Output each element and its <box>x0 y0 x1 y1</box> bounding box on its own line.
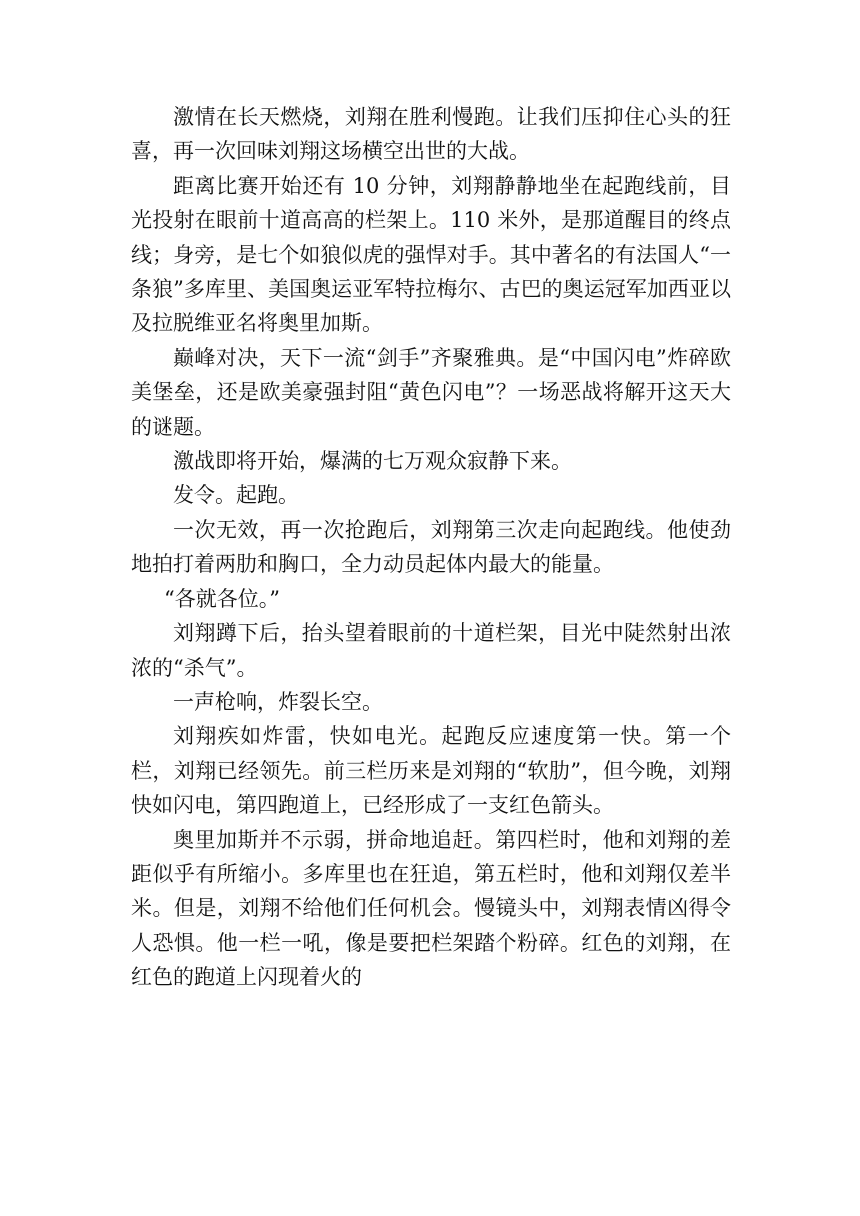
paragraph-7: “各就各位。” <box>164 586 280 611</box>
paragraph-10: 刘翔疾如炸雷，快如电光。起跑反应速度第一快。第一个栏，刘翔已经领先。前三栏历来是刘翔的“软肋”，但今晚，刘翔快如闪电，第四跑道上，已经形成了一支红色箭头。 <box>131 724 731 818</box>
paragraph-11: 奥里加斯并不示弱，拼命地追赶。第四栏时，他和刘翔的差距似乎有所缩小。多库里也在狂追，第五栏时，他和刘翔仅差半米。但是，刘翔不给他们任何机会。慢镜头中，刘翔表情凶得令人恐惧。他一栏一吼，像是要把栏架踏个粉碎。红色的刘翔，在红色的跑道上闪现着火的 <box>131 827 731 990</box>
paragraph-3: 巅峰对决，天下一流“剑手”齐聚雅典。是“中国闪电”炸碎欧美堡垒，还是欧美豪强封阻“黄色闪电”？一场恶战将解开这天大的谜题。 <box>131 345 731 439</box>
paragraph-5: 发令。起跑。 <box>173 483 299 508</box>
paragraph-8: 刘翔蹲下后，抬头望着眼前的十道栏架，目光中陡然射出浓浓的“杀气”。 <box>131 621 731 680</box>
paragraph-1: 激情在长天燃烧，刘翔在胜利慢跑。让我们压抑住心头的狂喜，再一次回味刘翔这场横空出世的大战。 <box>131 105 731 164</box>
article-body <box>131 100 731 995</box>
paragraph-4: 激战即将开始，爆满的七万观众寂静下来。 <box>173 449 572 474</box>
paragraph-2: 距离比赛开始还有 10 分钟，刘翔静静地坐在起跑线前，目光投射在眼前十道高高的栏架上。110 米外，是那道醒目的终点线；身旁，是七个如狼似虎的强悍对手。其中著名的有法国人“一条狼”多库里、美国奥运亚军特拉梅尔、古巴的奥运冠军加西亚以及拉脱维亚名将奥里加斯。 <box>131 173 731 336</box>
paragraph-9: 一声枪响，炸裂长空。 <box>173 689 383 714</box>
paragraph-6: 一次无效，再一次抢跑后，刘翔第三次走向起跑线。他使劲地拍打着两肋和胸口，全力动员起体内最大的能量。 <box>131 517 731 577</box>
